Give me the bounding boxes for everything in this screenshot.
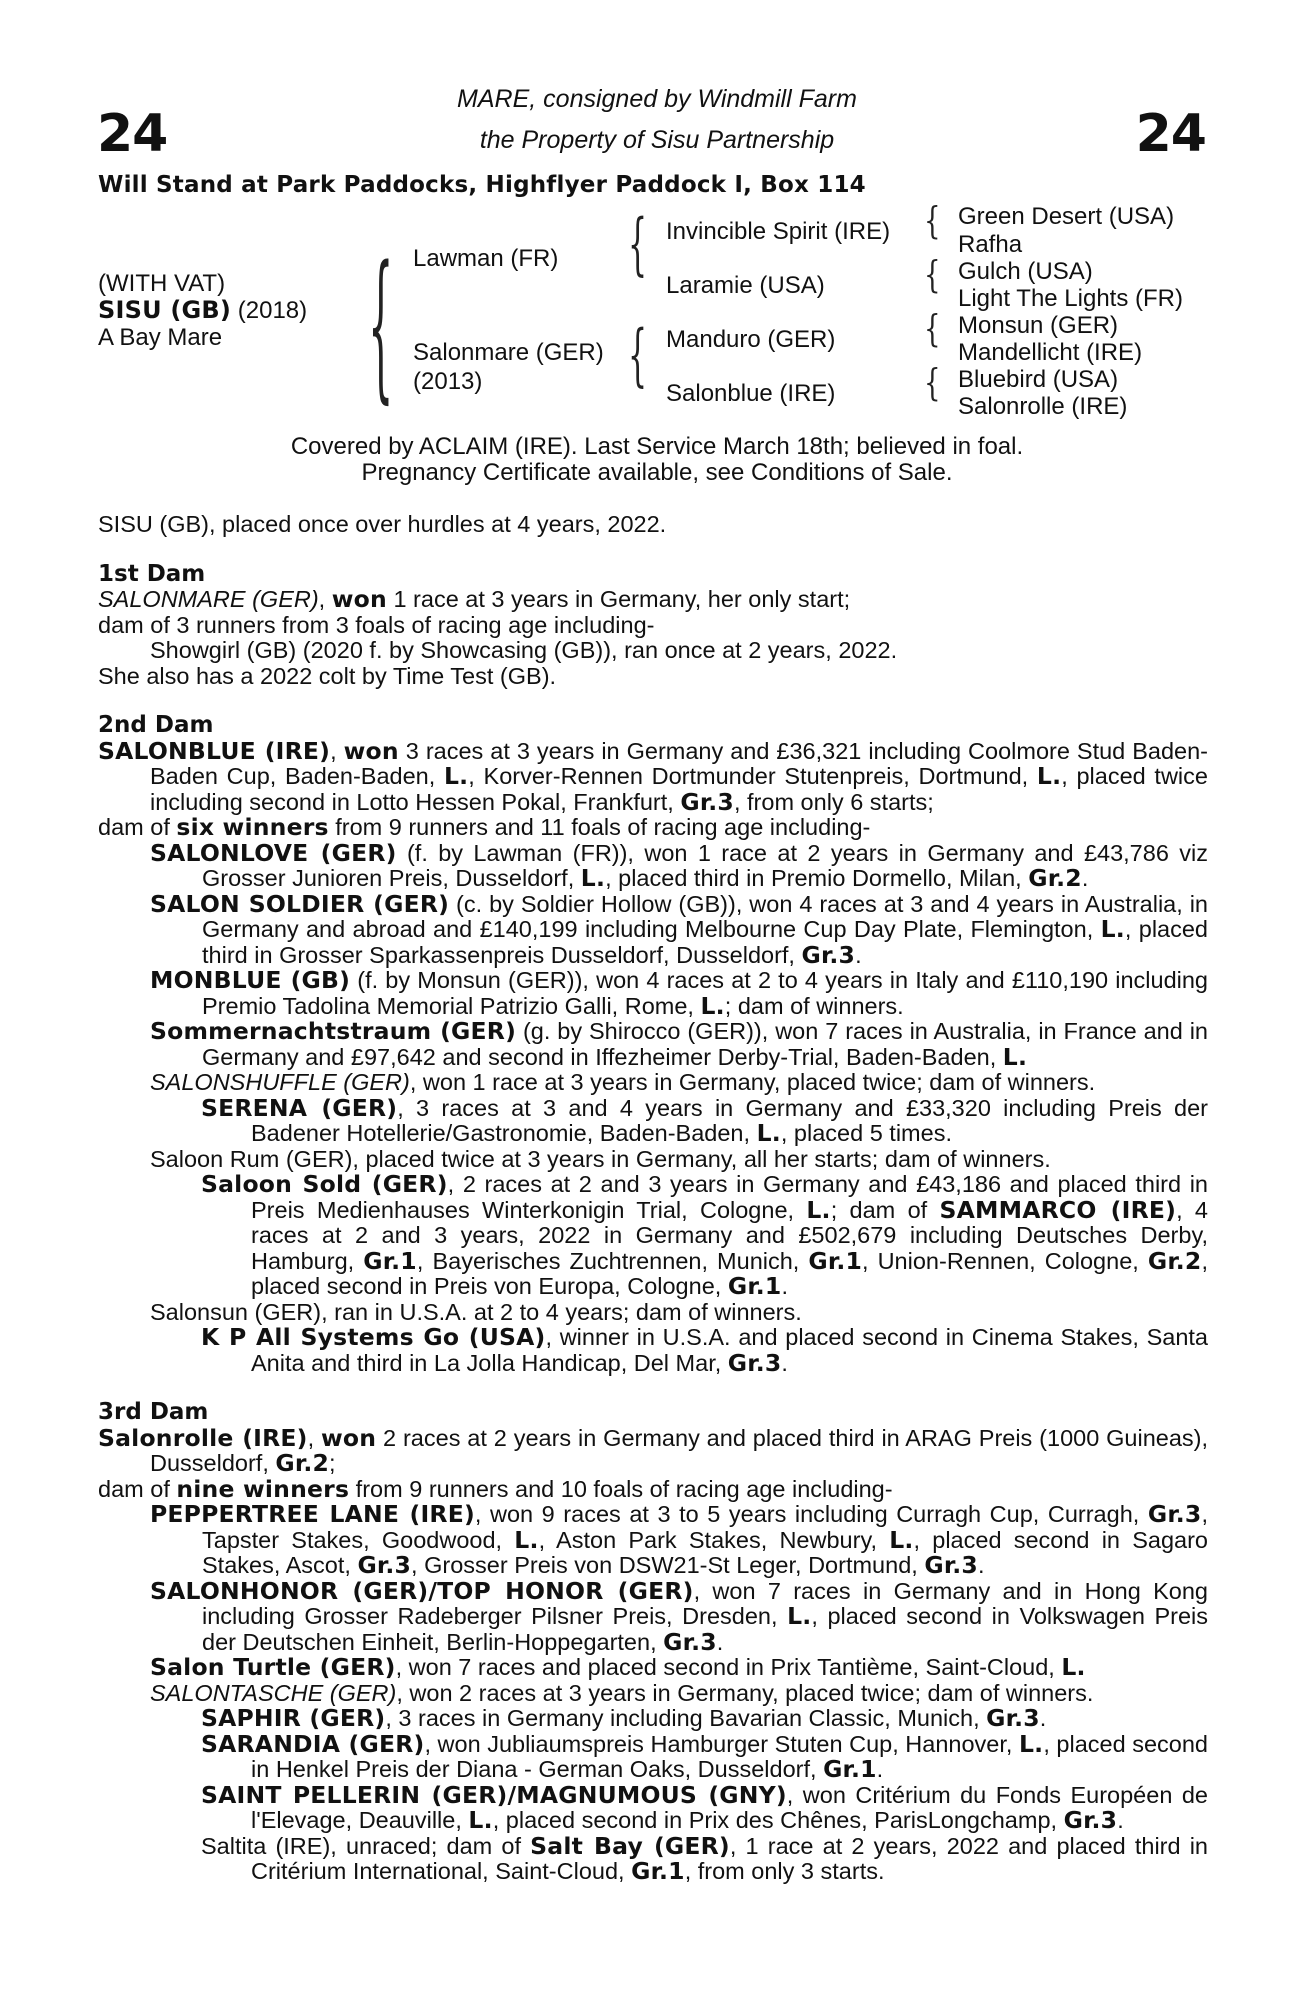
grade-1: Gr.1 <box>631 1857 685 1885</box>
produce-saloon-rum: Saloon Rum (GER), placed twice at 3 years in Germany, all her starts; dam of winners. <box>150 1145 1051 1172</box>
pedigree-dam-line1: Salonmare (GER) <box>413 339 604 366</box>
stand-location: Will Stand at Park Paddocks, Highflyer Paddock I, Box 114 <box>98 172 866 198</box>
third-dam-heading: 3rd Dam <box>98 1399 209 1425</box>
pedigree-dam-dam: Salonblue (IRE) <box>666 380 836 407</box>
second-dam-entry: SALONBLUE (IRE), won 3 races at 3 years in Germany and £36,321 including Coolmore Stud Baden-Baden Cup, Baden-Baden, L., Korver-Rennen Dortmunder Stutenpreis, Dortmund, L., placed twice including second in Lotto Hessen Pokal, Frankfurt, Gr.3, from only 6 starts; <box>98 736 1209 816</box>
entry-text: dam of <box>98 1475 177 1502</box>
pedigree-g7: Bluebird (USA) <box>958 366 1119 393</box>
pedigree-brace-g1: { <box>924 200 941 244</box>
horse-name: SISU (GB) <box>98 296 232 324</box>
pedigree-brace-main: { <box>368 236 394 420</box>
pedigree-brace-sire: { <box>628 206 648 285</box>
produce-salonlove: SALONLOVE (GER) (f. by Lawman (FR)), won 1 race at 2 years in Germany and £43,786 viz Grosser Junioren Preis, Dusseldorf, L., placed third in Premio Dormello, Milan, Gr.2. <box>150 838 1208 892</box>
entry-text: (c. by Soldier Hollow (GB)), won 4 races at 3 and 4 years in Australia, in Germany and abroad and £140,199 including Melbourne Cup Day Plate, Flemington, <box>202 890 1208 942</box>
third-dam-produce <box>98 1474 1208 1503</box>
produce-saloon-sold: Saloon Sold (GER), 2 races at 2 and 3 years in Germany and £43,186 and placed third in Preis Medienhauses Winterkonigin Trial, Cologne, L.; dam of SAMMARCO (IRE), 4 races at 2 and 3 years, 2022 in Germany and £502,679 including Deutsches Derby, Hamburg, Gr.1, Bayerisches Zuchtrennen, Munich, Gr.1, Union-Rennen, Cologne, Gr.2, placed second in Preis von Europa, Cologne, Gr.1. <box>201 1170 1208 1300</box>
pedigree-sire-dam: Laramie (USA) <box>666 272 825 299</box>
entry-text: , won Critérium du Fonds Européen de l'Elevage, Deauville, <box>251 1781 1208 1833</box>
pedigree-g1: Green Desert (USA) <box>958 203 1175 230</box>
second-dam-name: SALONBLUE (IRE) <box>98 736 331 765</box>
property-line: the Property of Sisu Partnership <box>479 126 835 154</box>
horse-name: SAINT PELLERIN (GER)/MAGNUMOUS (GNY) <box>201 1780 787 1809</box>
entry-text: , Korver-Rennen Dortmunder Stutenpreis, Dortmund, <box>468 763 1037 789</box>
produce-salonsun: Salonsun (GER), ran in U.S.A. at 2 to 4 years; dam of winners. <box>150 1298 802 1325</box>
entry-text: , 1 race at 2 years, 2022 and placed third in Critérium International, Saint-Cloud, <box>251 1832 1208 1884</box>
horse-name-line <box>98 297 307 324</box>
entry-text: , won 2 races at 3 years in Germany, placed twice; dam of winners. <box>396 1679 1094 1706</box>
third-dam-name: Salonrolle (IRE) <box>98 1423 308 1452</box>
grade-listed: L. <box>468 1806 493 1834</box>
consignor-line: MARE, consigned by Windmill Farm <box>457 85 857 113</box>
entry-text: ; <box>329 1450 336 1476</box>
produce-kp-all-systems-go: K P All Systems Go (USA), winner in U.S.A. and placed second in Cinema Stakes, Santa Anita and third in La Jolla Handicap, Del Mar, Gr.3. <box>201 1323 1208 1377</box>
entry-text: ; dam of winners. <box>724 992 904 1019</box>
pedigree-dam-line2: (2013) <box>413 368 483 395</box>
catalogue-body <box>98 512 1208 1885</box>
covered-line2: Pregnancy Certificate available, see Conditions of Sale. <box>361 459 953 486</box>
grade-listed: L. <box>514 1525 539 1554</box>
entry-text: , Union-Rennen, Cologne, <box>862 1247 1148 1274</box>
entry-text: , placed second in Volkswagen Preis der Deutschen Einheit, Berlin-Hoppegarten, <box>202 1603 1209 1655</box>
lot-number-left: 24 <box>97 104 168 164</box>
pedigree-brace-dam: { <box>628 317 648 396</box>
grade-3: Gr.3 <box>1063 1806 1118 1834</box>
horse-name: K P All Systems Go (USA) <box>201 1323 546 1351</box>
entry-text: , won 7 races in Germany and in Hong Kong including Grosser Radeberger Pilsner Preis, Dresden, <box>202 1577 1208 1629</box>
grade-listed: L. <box>1036 762 1062 790</box>
entry-text: 3 races at 3 years in Germany and £36,321 including Coolmore Stud Baden-Baden Cup, Baden-Baden, <box>150 737 1209 789</box>
horse-name: Salt Bay (GER) <box>530 1831 730 1860</box>
entry-text: , 3 races in Germany including Bavarian Classic, Munich, <box>385 1705 987 1731</box>
grade-1: Gr.1 <box>727 1272 782 1300</box>
produce-saint-pellerin: SAINT PELLERIN (GER)/MAGNUMOUS (GNY), won Critérium du Fonds Européen de l'Elevage, Deauville, L., placed second in Prix des Chênes, ParisLongchamp, Gr.3. <box>201 1780 1208 1834</box>
grade-1: Gr.1 <box>363 1246 417 1275</box>
pedigree-g2: Rafha <box>958 231 1023 258</box>
horse-name: Salon Turtle (GER) <box>150 1653 396 1681</box>
horse-name: PEPPERTREE LANE (IRE) <box>150 1500 475 1528</box>
horse-name: MONBLUE (GB) <box>150 966 351 994</box>
first-dam-colt: She also has a 2022 colt by Time Test (GB). <box>98 662 557 689</box>
horse-name: SALONTASCHE (GER) <box>150 1679 397 1706</box>
horse-name: SALONLOVE (GER) <box>150 838 397 867</box>
pedigree-sire-sire: Invincible Spirit (IRE) <box>666 218 891 245</box>
produce-sommernachtstraum <box>98 1019 1208 1070</box>
entry-text: , won 1 race at 3 years in Germany, placed twice; dam of winners. <box>409 1069 1096 1095</box>
grade-listed: L. <box>806 1195 831 1224</box>
first-dam-foal: Showgirl (GB) (2020 f. by Showcasing (GB)), ran once at 2 years, 2022. <box>150 637 898 663</box>
entry-text: , 4 races at 2 and 3 years, 2022 in Germany and £502,679 including Deutsches Derby, Hamburg, <box>251 1196 1208 1274</box>
horse-name: SALON SOLDIER (GER) <box>150 889 450 918</box>
first-dam-heading: 1st Dam <box>98 560 206 587</box>
grade-3: Gr.3 <box>924 1551 978 1579</box>
pedigree-g6: Mandellicht (IRE) <box>958 339 1143 366</box>
produce-salon-turtle <box>98 1655 1208 1681</box>
entry-text: (f. by Lawman (FR)), won 1 race at 2 years in Germany and £43,786 viz Grosser Junioren Preis, Dusseldorf, <box>202 839 1208 891</box>
first-dam-entry: SALONMARE (GER), won 1 race at 3 years in Germany, her only start; <box>98 585 851 613</box>
pedigree-g4: Light The Lights (FR) <box>958 285 1183 312</box>
horse-description: A Bay Mare <box>98 324 223 351</box>
entry-text: , Aston Park Stakes, Newbury, <box>538 1526 890 1553</box>
horse-year: (2018) <box>237 297 308 324</box>
vat-label: (WITH VAT) <box>98 270 226 297</box>
horse-name: SAMMARCO (IRE) <box>939 1195 1177 1224</box>
pedigree-dam-sire: Manduro (GER) <box>666 326 836 353</box>
entry-text: from 9 runners and 10 foals of racing age including- <box>349 1475 893 1502</box>
grade-listed: L. <box>1002 1042 1028 1071</box>
entry-text: , placed second in Preis von Europa, Cologne, <box>251 1247 1208 1299</box>
first-dam-text: 1 race at 3 years in Germany, her only start; <box>386 586 851 612</box>
horse-name: SERENA (GER) <box>201 1093 398 1122</box>
entry-text: , placed third in Grosser Sparkassenpreis Dusseldorf, Dusseldorf, <box>202 916 1208 968</box>
entry-text: , placed twice including second in Lotto Hessen Pokal, Frankfurt, <box>150 763 1208 815</box>
pedigree-g3: Gulch (USA) <box>958 258 1093 285</box>
entry-text: , winner in U.S.A. and placed second in Cinema Stakes, Santa Anita and third in La Jolla Handicap, Del Mar, <box>251 1324 1208 1376</box>
first-dam-produce: dam of 3 runners from 3 foals of racing age including- <box>98 611 655 638</box>
grade-3: Gr.3 <box>727 1348 782 1377</box>
entry-text: 2 races at 2 years in Germany and placed third in ARAG Preis (1000 Guineas), Dusseldorf, <box>150 1424 1209 1476</box>
grade-listed: L. <box>1100 915 1125 943</box>
grade-listed: L. <box>1061 1653 1086 1681</box>
entry-text: , placed 5 times. <box>780 1120 952 1146</box>
produce-saphir: SAPHIR (GER), 3 races in Germany including Bavarian Classic, Munich, Gr.3. <box>201 1704 1047 1732</box>
entry-text: , won 9 races at 3 to 5 years including Curragh Cup, Curragh, <box>474 1501 1148 1527</box>
horse-name: SALONHONOR (GER)/TOP HONOR (GER) <box>150 1576 694 1605</box>
pedigree-g5: Monsun (GER) <box>958 312 1119 339</box>
grade-listed: L. <box>889 1525 914 1554</box>
won-label: won <box>343 736 399 765</box>
entry-text: , from only 3 starts. <box>684 1858 885 1884</box>
grade-listed: L. <box>756 1119 781 1147</box>
produce-saltita <box>98 1831 1208 1885</box>
produce-salontasche <box>98 1681 1208 1707</box>
grade-listed: L. <box>580 864 606 892</box>
entry-text: (f. by Monsun (GER)), won 4 races at 2 to 4 years in Italy and £110,190 including Premio Tadolina Memorial Patrizio Galli, Rome, <box>202 967 1208 1019</box>
grade-3: Gr.3 <box>663 1627 717 1656</box>
horse-name: SAPHIR (GER) <box>201 1704 386 1732</box>
produce-peppertree-lane: PEPPERTREE LANE (IRE), won 9 races at 3 to 5 years including Curragh Cup, Curragh, Gr.3, Tapster Stakes, Goodwood, L., Aston Park Stakes, Newbury, L., placed second in Sagaro Stakes, Ascot, Gr.3, Grosser Preis von DSW21-St Leger, Dortmund, Gr.3. <box>150 1500 1208 1579</box>
entry-text: , Grosser Preis von DSW21-St Leger, Dortmund, <box>411 1552 925 1578</box>
entry-text: , 2 races at 2 and 3 years in Germany and £43,186 and placed third in Preis Medienhauses Winterkonigin Trial, Cologne, <box>251 1171 1208 1223</box>
entry-text: , from only 6 starts; <box>733 788 934 815</box>
grade-listed: L. <box>700 991 725 1020</box>
first-dam-name: SALONMARE (GER) <box>98 586 319 612</box>
pedigree-sire: Lawman (FR) <box>413 245 559 272</box>
produce-salon-soldier: SALON SOLDIER (GER) (c. by Soldier Hollow (GB)), won 4 races at 3 and 4 years in Australia, in Germany and abroad and £140,199 including Melbourne Cup Day Plate, Flemington, L., placed third in Grosser Sparkassenpreis Dusseldorf, Dusseldorf, Gr.3. <box>150 889 1208 969</box>
grade-2: Gr.2 <box>1147 1246 1202 1275</box>
entry-text: dam of <box>98 814 177 840</box>
second-dam-produce <box>98 815 1208 841</box>
produce-salonshuffle <box>98 1070 1208 1096</box>
produce-salonhonor: SALONHONOR (GER)/TOP HONOR (GER), won 7 races in Germany and in Hong Kong including Grosser Radeberger Pilsner Preis, Dresden, L., placed second in Volkswagen Preis der Deutschen Einheit, Berlin-Hoppegarten, Gr.3. <box>150 1576 1209 1656</box>
produce-monblue <box>98 968 1208 1019</box>
entry-text: , 3 races at 3 and 4 years in Germany and £33,320 including Preis der Badener Hotellerie/Gastronomie, Baden-Baden, <box>251 1094 1208 1146</box>
entry-text: Saltita (IRE), unraced; dam of <box>201 1832 531 1859</box>
grade-1: Gr.1 <box>808 1246 862 1275</box>
entry-text: , won Jubliaumspreis Hamburger Stuten Cup, Hannover, <box>424 1730 1019 1757</box>
grade-listed: L. <box>443 762 469 790</box>
entry-text: , placed second in Henkel Preis der Diana - German Oaks, Dusseldorf, <box>251 1730 1208 1782</box>
grade-listed: L. <box>787 1602 812 1630</box>
winners-count: six winners <box>176 813 329 841</box>
entry-text: , placed third in Premio Dormello, Milan, <box>605 865 1029 891</box>
entry-text: ; dam of <box>830 1196 940 1223</box>
lot-number-right: 24 <box>1135 104 1206 164</box>
pedigree-brace-g4: { <box>924 362 941 406</box>
grade-2: Gr.2 <box>275 1449 329 1477</box>
intro-line: SISU (GB), placed once over hurdles at 4 years, 2022. <box>98 511 667 537</box>
grade-2: Gr.2 <box>1028 864 1082 892</box>
grade-listed: L. <box>1019 1729 1044 1758</box>
grade-3: Gr.3 <box>680 787 734 816</box>
horse-name: SARANDIA (GER) <box>201 1729 425 1758</box>
winners-count: nine winners <box>176 1474 350 1503</box>
horse-name: SALONSHUFFLE (GER) <box>150 1069 410 1095</box>
pedigree-brace-g3: { <box>924 308 941 352</box>
grade-3: Gr.3 <box>801 940 856 969</box>
won-label: won <box>321 1423 377 1452</box>
pedigree-brace-g2: { <box>924 254 941 298</box>
produce-serena <box>98 1093 1208 1147</box>
grade-3: Gr.3 <box>357 1551 412 1579</box>
won-label: won <box>331 585 387 613</box>
entry-text: from 9 runners and 11 foals of racing age including- <box>328 814 871 840</box>
grade-3: Gr.3 <box>1147 1500 1202 1528</box>
covered-note <box>0 434 1314 486</box>
horse-identity <box>98 270 307 351</box>
entry-text: , Bayerisches Zuchtrennen, Munich, <box>416 1247 809 1274</box>
horse-name: Sommernachtstraum (GER) <box>150 1017 517 1045</box>
grade-3: Gr.3 <box>986 1704 1040 1732</box>
produce-sarandia: SARANDIA (GER), won Jubliaumspreis Hamburger Stuten Cup, Hannover, L., placed second in Henkel Preis der Diana - German Oaks, Dusseldorf, Gr.1. <box>201 1729 1208 1783</box>
pedigree-g8: Salonrolle (IRE) <box>958 393 1128 420</box>
entry-text: , placed second in Prix des Chênes, ParisLongchamp, <box>492 1807 1064 1833</box>
covered-line1: Covered by ACLAIM (IRE). Last Service March 18th; believed in foal. <box>290 433 1024 460</box>
entry-text: , placed second in Sagaro Stakes, Ascot, <box>202 1526 1208 1578</box>
horse-name: Saloon Sold (GER) <box>201 1170 448 1198</box>
entry-text: (g. by Shirocco (GER)), won 7 races in Australia, in France and in Germany and £97,642 and second in Iffezheimer Derby-Trial, Baden-Baden, <box>202 1018 1209 1070</box>
grade-1: Gr.1 <box>823 1755 877 1783</box>
third-dam-entry: Salonrolle (IRE), won 2 races at 2 years in Germany and placed third in ARAG Preis (1000 Guineas), Dusseldorf, Gr.2; <box>98 1423 1209 1477</box>
entry-text: , won 7 races and placed second in Prix Tantième, Saint-Cloud, <box>395 1654 1062 1680</box>
entry-text: , Tapster Stakes, Goodwood, <box>202 1501 1208 1553</box>
second-dam-heading: 2nd Dam <box>98 712 214 738</box>
